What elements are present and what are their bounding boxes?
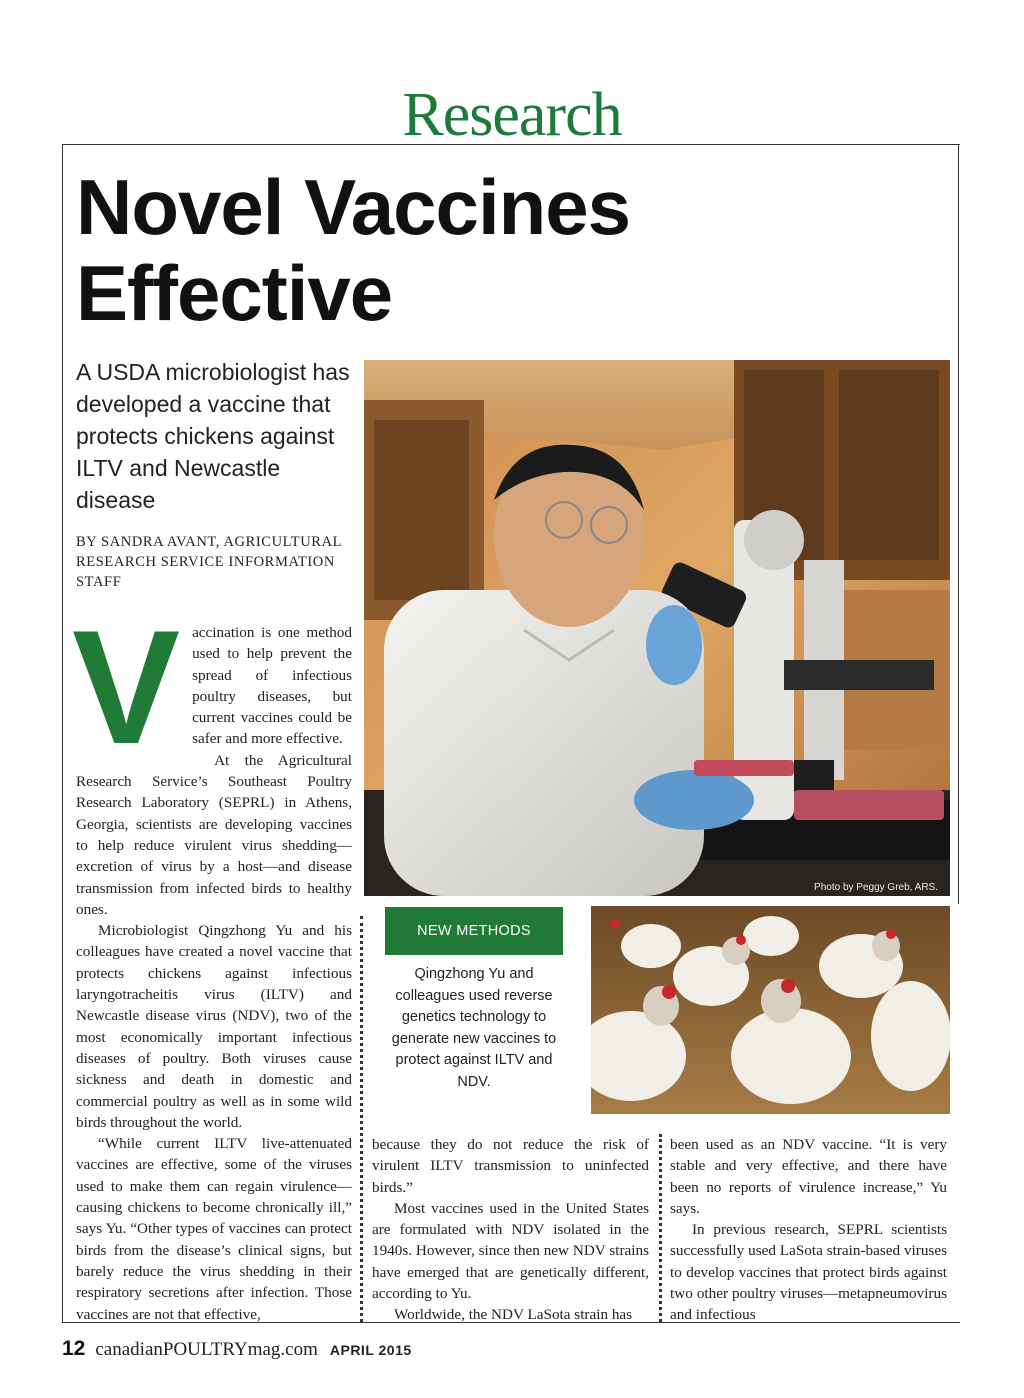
column-divider [659, 1134, 662, 1322]
frame-right-rule [958, 144, 959, 904]
section-label: Research [402, 81, 622, 149]
article-dek: A USDA microbiologist has developed a vaccine that protects chickens against ILTV and Newcastle disease [76, 359, 350, 513]
page-number: 12 [62, 1337, 86, 1360]
headline-line-2: Effective [76, 249, 393, 337]
scientist-photo-illustration [364, 360, 950, 896]
issue-date: APRIL 2015 [329, 1342, 412, 1358]
photo-credit: Photo by Peggy Greb, ARS. [814, 882, 938, 893]
body-paragraph: In previous research, SEPRL scientists successfully used LaSota strain-based viruses to develop vaccines that protect birds against two other poultry viruses—metapneumovirus and infectious [670, 1221, 947, 1324]
frame-left-rule [62, 144, 63, 1322]
magazine-site: canadianPOULTRYmag.com [95, 1339, 318, 1360]
sidebar-heading: NEW METHODS [385, 907, 563, 955]
body-paragraph: because they do not reduce the risk of virulent ILTV transmission to uninfected birds.” [372, 1136, 649, 1196]
body-paragraph: accination is one method used to help prevent the spread of infectious poultry diseases, but current vaccines could be safer and more effective. [192, 624, 352, 748]
chickens-photo [591, 906, 950, 1114]
body-paragraph: Microbiologist Qingzhong Yu and his colleagues have created a novel vaccine that protects chickens against infectious laryngotracheitis virus (ILTV) and Newcastle disease virus (NDV), two of the most economically important infectious diseases of poultry. Both viruses cause sickness and death in domestic and commercial poultry as well as in some wild birds throughout the world. [76, 922, 352, 1131]
top-rule [62, 144, 960, 145]
headline-line-1: Novel Vaccines [76, 163, 631, 251]
sidebar-caption: Qingzhong Yu and colleagues used reverse genetics technology to generate new vaccines to protect against ILTV and NDV. [391, 966, 557, 1090]
page-footer [62, 1337, 412, 1361]
byline: BY SANDRA AVANT, AGRICULTURAL RESEARCH SERVICE INFORMATION STAFF [76, 534, 342, 590]
body-paragraph: “While current ILTV live-attenuated vaccines are effective, some of the viruses used to make them can regain virulence—causing chickens to become chronically ill,” says Yu. “Other types of vaccines can protect birds from the disease’s clinical signs, but barely reduce the virus shedding in their respiratory secretions after infection. Those vaccines are not that effective, [76, 1135, 352, 1323]
dropcap: V [72, 597, 181, 778]
chickens-illustration [591, 906, 950, 1114]
body-paragraph: been used as an NDV vaccine. “It is very stable and very effective, and there have been no reports of virulence increase,” Yu says. [670, 1136, 947, 1217]
body-paragraph: At the Agricultural Research Service’s Southeast Poultry Research Laboratory (SEPRL) in Athens, Georgia, scientists are developing vaccines to help reduce virulent virus shedding—excretion of virus by a host—and disease transmission from infected birds to healthy ones. [76, 751, 352, 918]
column-divider [360, 916, 363, 1322]
body-column-1 [72, 597, 352, 1325]
body-column-2 [372, 1134, 649, 1326]
body-column-3 [670, 1134, 947, 1326]
body-paragraph: Most vaccines used in the United States are formulated with NDV isolated in the 1940s. However, since then new NDV strains have emerged that are genetically different, according to Yu. [372, 1199, 649, 1303]
article-headline [76, 164, 796, 336]
body-paragraph: Worldwide, the NDV LaSota strain has [394, 1306, 633, 1324]
scientist-microscope-photo [364, 360, 950, 896]
